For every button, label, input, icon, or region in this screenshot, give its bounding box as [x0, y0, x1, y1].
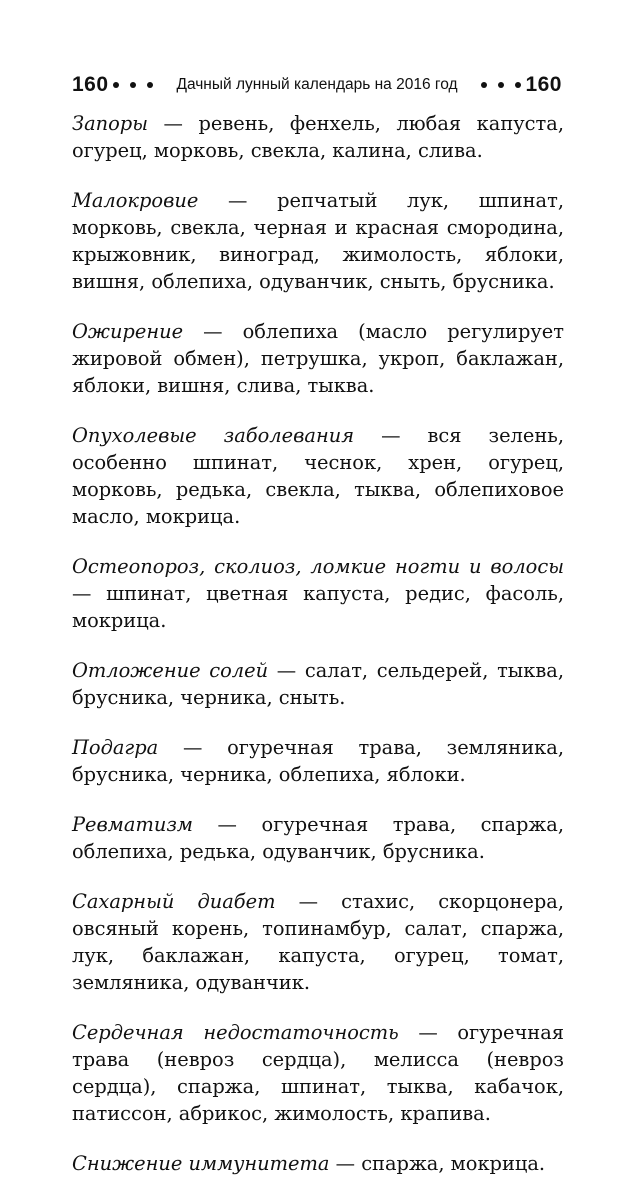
entry [72, 811, 564, 865]
page-body [72, 110, 564, 1200]
header-dots-left [113, 82, 153, 88]
entry-text: — спаржа, мокрица. [329, 1152, 546, 1175]
entry [72, 187, 564, 295]
entry [72, 1019, 564, 1127]
entry [72, 110, 564, 164]
entry-text: — огуречная трава, земляника, брусника, черника, облепиха, яблоки. [72, 736, 564, 786]
dot-icon [481, 82, 487, 88]
book-title: Дачный лунный календарь на 2016 год [176, 76, 458, 93]
entry-term: Ожирение [72, 320, 184, 343]
entry-text: — облепиха (масло регулирует жировой обмен), петрушка, укроп, баклажан, яблоки, вишня, слива, тыква. [72, 320, 564, 397]
page-number-right: 160 [525, 73, 562, 96]
entry [72, 734, 564, 788]
entry-text: — репчатый лук, шпинат, морковь, свекла, черная и красная смородина, крыжовник, виноград, жимолость, яблоки, вишня, облепиха, одуванчик, сныть, брусника. [72, 189, 564, 293]
entry-text: — стахис, скорцонера, овсяный корень, топинамбур, салат, спаржа, лук, баклажан, капуста, огурец, томат, земляника, одуванчик. [72, 890, 564, 994]
entry-term: Отложение солей [72, 659, 269, 682]
dot-icon [147, 82, 153, 88]
entry-term: Опухолевые заболевания [72, 424, 355, 447]
dot-icon [113, 82, 119, 88]
entry-text: — вся зелень, особенно шпинат, чеснок, хрен, огурец, морковь, редька, свекла, тыква, облепиховое масло, мокрица. [72, 424, 564, 528]
entry-text: — шпинат, цветная капуста, редис, фасоль, мокрица. [72, 582, 564, 632]
entry [72, 318, 564, 399]
dot-icon [515, 82, 521, 88]
entry-text: — огуречная трава, спаржа, облепиха, редька, одуванчик, брусника. [72, 813, 564, 863]
dot-icon [498, 82, 504, 88]
entry-text: — огуречная трава (невроз сердца), мелисса (невроз сердца), спаржа, шпинат, тыква, кабачок, патиссон, абрикос, жимолость, крапива. [72, 1021, 565, 1125]
dot-icon [130, 82, 136, 88]
entry-term: Ревматизм [72, 813, 193, 836]
entry-text: — ревень, фенхель, любая капуста, огурец, морковь, свекла, калина, слива. [72, 112, 564, 162]
entry-term: Снижение иммунитета [72, 1152, 330, 1175]
entry-term: Подагра [72, 736, 159, 759]
entry [72, 657, 564, 711]
entry-term: Остеопороз, сколиоз, ломкие ногти и волосы [72, 555, 564, 578]
running-header [72, 72, 562, 98]
entry-term: Сахарный диабет [72, 890, 276, 913]
entry-term: Малокровие [72, 189, 199, 212]
entry-term: Запоры [72, 112, 149, 135]
header-dots-right [481, 82, 521, 88]
entry [72, 888, 564, 996]
entry [72, 422, 564, 530]
entry-text: — салат, сельдерей, тыква, брусника, черника, сныть. [72, 659, 564, 709]
entry [72, 553, 564, 634]
page-number-left: 160 [72, 73, 109, 96]
entry-term: Сердечная недостаточность [72, 1021, 399, 1044]
entry [72, 1150, 564, 1177]
